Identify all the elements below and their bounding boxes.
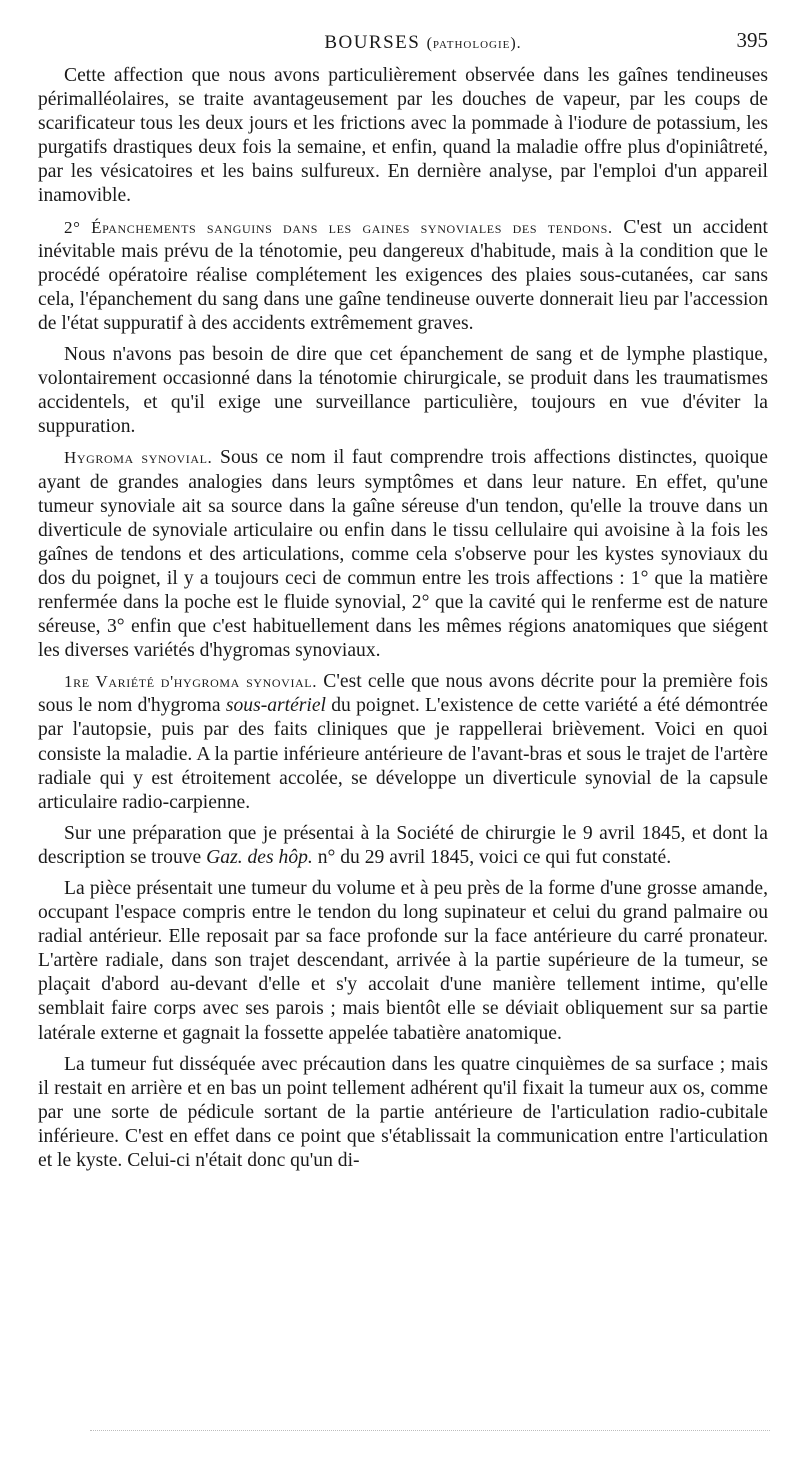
header-title: BOURSES bbox=[324, 32, 421, 53]
paragraph-dissection bbox=[38, 1053, 768, 1173]
section-heading-variete: 1re Variété d'hygroma synovial. bbox=[64, 672, 318, 692]
header-subtitle: (pathologie). bbox=[426, 35, 522, 52]
paragraph-preparation bbox=[38, 822, 768, 870]
body-text bbox=[38, 64, 768, 1173]
paragraph-text: C'est un accident inévitable mais prévu de la ténotomie, peu dangereux d'habitude, mais à la condition que le procédé opératoire réalise complétement les exigences des plaies sous-cutanées, car sans cela, l'épanchement du sang dans une gaîne tendineuse ouverte donnerait lieu par l'accession de l'état suppuratif à des accidents extrêmement graves. bbox=[38, 216, 769, 334]
paragraph-text: C'est celle que nous avons décrite pour la première fois sous le nom d'hygroma bbox=[38, 671, 769, 717]
footer-dotted-rule bbox=[90, 1430, 770, 1431]
section-heading-epanchements: 2° Épanchements sanguins dans les gaines synoviales des tendons. bbox=[64, 217, 613, 237]
citation-reference: Gaz. des hôp. bbox=[206, 846, 313, 868]
paragraph-treatment bbox=[38, 64, 768, 209]
paragraph-text: Cette affection que nous avons particulièrement observée dans les gaînes tendineuses périmalléolaires, se traite avantageusement par les douches de vapeur, par les coups de scarificateur tous les deux jours et les frictions avec la pommade à l'iodure de potassium, les purgatifs drastiques deux fois la semaine, et enfin, quand la maladie offre plus d'opiniâtreté, par les vésicatoires et les bains sulfureux. En dernière analyse, par l'emploi d'un appareil inamovible. bbox=[38, 65, 768, 207]
paragraph-lymphe bbox=[38, 343, 768, 439]
paragraph-hygroma bbox=[38, 446, 768, 663]
running-title bbox=[38, 32, 768, 54]
paragraph-text: du poignet. L'existence de cette variété a été démontrée par l'autopsie, puis par des faits cliniques que je rappellerai brièvement. Voici en quoi consiste la maladie. A la partie inférieure antérieure de l'avant-bras et sous le trajet de l'artère radiale qui y est étroitement accolée, se développe un diverticule synovial de la capsule articulaire radio-carpienne. bbox=[38, 695, 768, 813]
emphasis-term: sous-artériel bbox=[225, 695, 326, 717]
paragraph-text: Sur une préparation que je présentai à la Société de chirurgie le 9 avril 1845, et dont la description se trouve bbox=[38, 822, 768, 868]
paragraph-text: Sous ce nom il faut comprendre trois affections distinctes, quoique ayant de grandes analogies dans leurs symptômes et dans leur nature. En effet, qu'une tumeur synoviale ait sa source dans la gaîne séreuse d'un tendon, qu'elle la trouve dans un diverticule de synoviale articulaire ou enfin dans le tissu cellulaire qui avoisine à la fois les gaînes de tendons et des articulations, comme cela s'observe pour les kystes synoviaux du dos du poignet, il y a toujours ceci de commun entre les trois affections : 1° que la matière renfermée dans la poche est le fluide synovial, 2° que la cavité qui le renferme est de nature séreuse, 3° enfin que c'est habituellement dans les mêmes régions anatomiques que siégent les diverses variétés d'hygromas synoviaux. bbox=[38, 447, 768, 662]
paragraph-piece bbox=[38, 877, 768, 1046]
paragraph-text: n° du 29 avril 1845, voici ce qui fut constaté. bbox=[312, 846, 672, 868]
paragraph-variete bbox=[38, 670, 768, 815]
paragraph-epanchements bbox=[38, 216, 768, 336]
page-number: 395 bbox=[736, 28, 768, 52]
paragraph-text: Nous n'avons pas besoin de dire que cet épanchement de sang et de lymphe plastique, volontairement occasionné dans la ténotomie chirurgicale, se produit dans les traumatismes accidentels, et qu'il exige une surveillance particulière, toujours en vue d'éviter la suppuration. bbox=[38, 344, 768, 438]
section-heading-hygroma: Hygroma synovial. bbox=[64, 448, 213, 468]
running-header bbox=[38, 28, 768, 62]
paragraph-text: La tumeur fut disséquée avec précaution dans les quatre cinquièmes de sa surface ; mais il restait en arrière et en bas un point tellement adhérent qu'il fixait la tumeur aux os, comme par une sorte de pédicule sortant de la partie antérieure de l'articulation radio-cubitale inférieure. C'est en effet dans ce point que s'établissait la communication entre l'articulation et le kyste. Celui-ci n'était donc qu'un di- bbox=[38, 1053, 768, 1172]
paragraph-text: La pièce présentait une tumeur du volume et à peu près de la forme d'une grosse amande, occupant l'espace compris entre le tendon du long supinateur et celui du grand palmaire ou radial antérieur. Elle reposait par sa face profonde sur la face antérieure du carré pronateur. L'artère radiale, dans son trajet descendant, arrivée à la partie supérieure de la tumeur, se plaçait d'abord au-devant d'elle et s'y accolait d'une manière tellement intime, qu'elle semblait faire corps avec ses parois ; mais bientôt elle se déviait obliquement sur sa partie latérale externe et gagnait la fossette appelée tabatière anatomique. bbox=[38, 878, 768, 1044]
